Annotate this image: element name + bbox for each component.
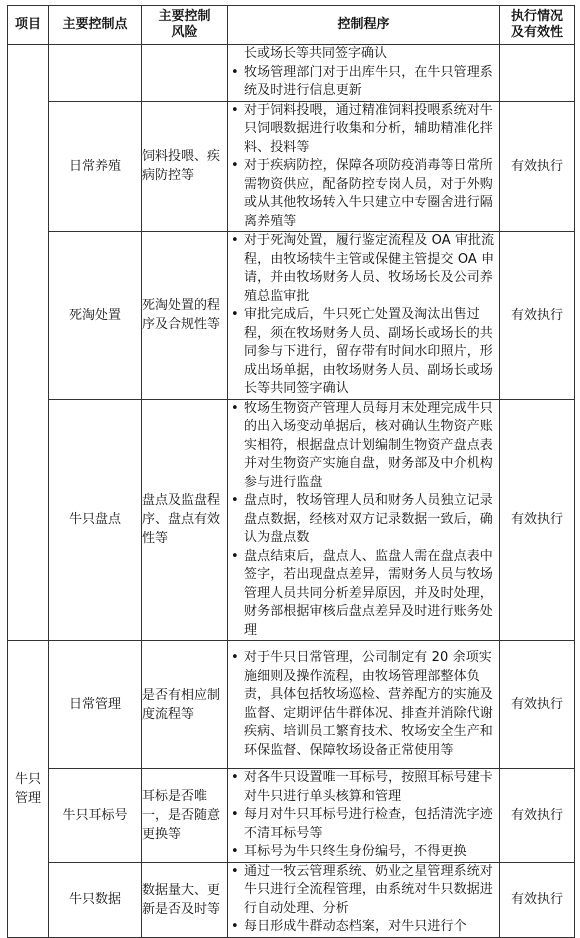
procedure-bullet (228, 918, 499, 937)
control-procedure (228, 45, 500, 102)
bullet-dot-icon: • (231, 102, 239, 118)
table-row (8, 232, 575, 400)
status-cell: 有效执行 (500, 399, 575, 641)
control-procedure (228, 641, 500, 769)
table-row (8, 399, 575, 641)
bullet-dot-icon: • (231, 919, 239, 934)
bullet-dot-icon: • (231, 233, 239, 248)
bullet-text: 牧场管理部门对于出库牛只，在牛只管理系统及时进行信息更新 (244, 64, 493, 98)
header-project: 项目 (8, 6, 49, 45)
header-risk-line1: 主要控制 (158, 9, 211, 24)
procedure-continuation: 长或场长等共同签字确认 (244, 46, 388, 61)
bullet-dot-icon: • (231, 844, 239, 859)
bullet-text: 盘点结束后，盘点人、监盘人需在盘点表中签字，若出现盘点差异，需财务人员与牧场管理人员共同分析差异原因，并及时处理，财务部根据审核后盘点差异及时进行账务处理 (244, 548, 493, 638)
control-point: 日常管理 (49, 641, 142, 769)
header-procedure: 控制程序 (228, 6, 500, 45)
procedure-bullet (228, 492, 499, 548)
bullet-text: 审批完成后，牛只死亡处置及淘汰出售过程，须在牧场财务人员、副场长或场长的共同参与下进行，留存带有时间水印照片，形成出场单据，由牧场财务人员、副场长或场长等共同签字确认 (244, 307, 493, 396)
bullet-text: 牧场生物资产管理人员每月末处理完成牛只的出入场变动单据后，核对确认生物资产账实相符，根据盘点计划编制生物资产盘点表并对生物资产实施自盘，财务部及中介机构参与进行监盘 (244, 400, 493, 490)
bullet-dot-icon: • (231, 650, 239, 665)
procedure-bullet (228, 843, 499, 862)
control-table (7, 5, 575, 938)
control-point (49, 45, 142, 102)
status-cell: 有效执行 (500, 232, 575, 400)
control-procedure (228, 101, 500, 232)
header-risk (142, 6, 228, 45)
header-risk-line2: 风险 (171, 25, 198, 40)
control-point: 死淘处置 (49, 232, 142, 400)
table-row (8, 45, 575, 102)
control-risk: 饲料投喂、疾病防控等 (142, 101, 228, 232)
control-procedure (228, 399, 500, 641)
procedure-bullet (228, 232, 499, 306)
bullet-text: 对于疾病防控，保障各项防疫消毒等日常所需物资供应，配备防控专岗人员，对于外购或从其他牧场转入牛只建立中专圈舍进行隔离养殖等 (244, 158, 493, 229)
bullet-dot-icon: • (231, 807, 239, 822)
project-cell-top (8, 45, 49, 641)
bullet-dot-icon: • (231, 493, 239, 508)
table-row (8, 769, 575, 863)
bullet-text: 对于牛只日常管理，公司制定有 20 余项实施细则及操作流程，由牧场管理部整体负责，具体包括牧场巡检、营养配方的实施及监督、定期评估牛群体况、排查并消除代谢疾病、培训员工繁育技术、牧场安全生产和环保监督、保障牧场设备正常使用等 (244, 650, 493, 758)
procedure-bullet (228, 806, 499, 843)
control-procedure (228, 769, 500, 863)
procedure-bullet (228, 306, 499, 399)
status-cell: 有效执行 (500, 862, 575, 937)
control-point: 日常养殖 (49, 101, 142, 232)
bullet-text: 每日形成牛群动态档案，对牛只进行个 (244, 919, 467, 934)
procedure-bullet (228, 400, 499, 493)
table-row (8, 101, 575, 232)
control-risk: 是否有相应制度流程等 (142, 641, 228, 769)
procedure-bullet (228, 64, 499, 101)
header-row (8, 6, 575, 45)
table-row (8, 641, 575, 769)
bullet-dot-icon: • (231, 863, 239, 879)
bullet-text: 每月对牛只耳标号进行检查，包括清洗字迹不清耳标号等 (244, 807, 493, 841)
control-risk: 耳标是否唯一，是否随意更换等 (142, 769, 228, 863)
bullet-dot-icon: • (231, 548, 239, 564)
procedure-bullet (228, 102, 499, 158)
project-label-line1: 牛只 (14, 771, 41, 787)
project-cell-cattle-management (8, 641, 49, 938)
control-procedure (228, 232, 500, 400)
status-cell: 有效执行 (500, 641, 575, 769)
bullet-text: 耳标号为牛只终生身份编号，不得更换 (244, 844, 467, 859)
bullet-text: 对各牛只设置唯一耳标号，按照耳标号建卡对牛只进行单头核算和管理 (244, 770, 493, 804)
bullet-dot-icon: • (231, 307, 239, 322)
procedure-bullet (228, 157, 499, 231)
project-label-line2: 管理 (14, 790, 41, 806)
header-status-line2: 及有效性 (510, 25, 563, 40)
procedure-bullet (228, 769, 499, 806)
control-risk: 盘点及监盘程序、盘点有效性等 (142, 399, 228, 641)
status-cell (500, 45, 575, 102)
bullet-dot-icon: • (231, 158, 239, 173)
bullet-text: 对于饲料投喂，通过精准饲料投喂系统对牛只饲喂数据进行收集和分析，辅助精准化拌料、投料等 (244, 102, 493, 155)
bullet-text: 通过一牧云管理系统、奶业之星管理系统对牛只进行全流程管理，由系统对牛只数据进行自动处理、分析 (244, 863, 493, 916)
control-point: 牛只盘点 (49, 399, 142, 641)
status-cell: 有效执行 (500, 101, 575, 232)
procedure-bullet (228, 548, 499, 641)
control-point: 牛只数据 (49, 862, 142, 937)
status-cell: 有效执行 (500, 769, 575, 863)
control-point: 牛只耳标号 (49, 769, 142, 863)
bullet-dot-icon: • (231, 770, 239, 785)
control-risk: 数据量大、更新是否及时等 (142, 862, 228, 937)
bullet-text: 盘点时，牧场管理人员和财务人员独立记录盘点数据，经核对双方记录数据一致后，确认为盘点数 (244, 493, 493, 545)
header-control-point: 主要控制点 (49, 6, 142, 45)
header-status-line1: 执行情况 (510, 9, 563, 24)
procedure-bullet (228, 863, 499, 919)
header-status (500, 6, 575, 45)
bullet-dot-icon: • (231, 64, 239, 80)
bullet-text: 对于死淘处置，履行鉴定流程及 OA 审批流程，由牧场犊牛主管或保健主管提交 OA 申请，并由牧场财务人员、牧场场长及公司养殖总监审批 (244, 233, 495, 304)
control-risk: 死淘处置的程序及合规性等 (142, 232, 228, 400)
control-risk (142, 45, 228, 102)
procedure-bullet (228, 649, 499, 760)
bullet-dot-icon: • (231, 400, 239, 416)
